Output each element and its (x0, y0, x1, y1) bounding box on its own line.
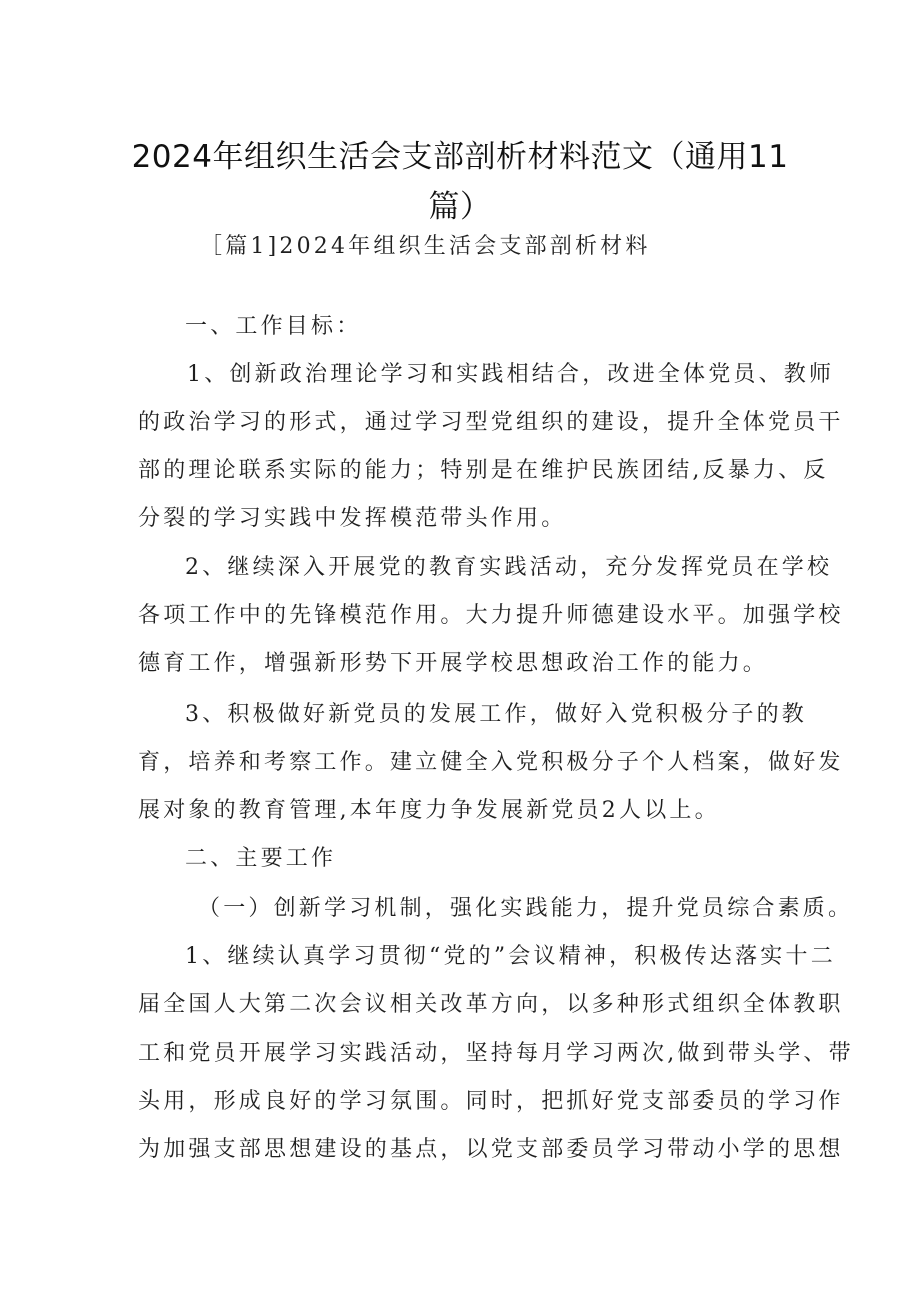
paragraph-line: 为加强支部思想建设的基点，以党支部委员学习带动小学的思想 (138, 1137, 844, 1162)
paragraph-line: 工和党员开展学习实践活动，坚持每月学习两次,做到带头学、带 (138, 1041, 854, 1066)
document-title (100, 132, 820, 232)
paragraph-line: 3、积极做好新党员的发展工作，做好入党积极分子的教 (185, 702, 807, 727)
heading-work-goals: 一、工作目标： (185, 314, 362, 339)
paragraph-line: 各项工作中的先锋模范作用。大力提升师德建设水平。加强学校 (138, 603, 844, 628)
section-heading-article-1: ［篇1]2024年组织生活会支部剖析材料 (200, 234, 651, 259)
paragraph-line: 2、继续深入开展党的教育实践活动，充分发挥党员在学校 (185, 555, 833, 580)
paragraph-line: 届全国人大第二次会议相关改革方向，以多种形式组织全体教职 (138, 992, 844, 1017)
heading-main-work: 二、主要工作 (185, 846, 337, 871)
paragraph-line: 头用，形成良好的学习氛围。同时，把抓好党支部委员的学习作 (138, 1089, 844, 1114)
paragraph-line: 部的理论联系实际的能力；特别是在维护民族团结,反暴力、反 (138, 458, 829, 483)
subheading-learning-mechanism: （一）创新学习机制，强化实践能力，提升党员综合素质。 (198, 896, 854, 921)
paragraph-line: 1、创新政治理论学习和实践相结合，改进全体党员、教师 (187, 362, 835, 387)
paragraph-line: 1、继续认真学习贯彻“党的”会议精神，积极传达落实十二 (185, 944, 836, 969)
paragraph-line: 分裂的学习实践中发挥模范带头作用。 (138, 506, 567, 531)
paragraph-line: 育，培养和考察工作。建立健全入党积极分子个人档案，做好发 (138, 750, 844, 775)
paragraph-line: 德育工作，增强新形势下开展学校思想政治工作的能力。 (138, 651, 769, 676)
paragraph-line: 的政治学习的形式，通过学习型党组织的建设，提升全体党员干 (138, 410, 844, 435)
title-line-1: 2024年组织生活会支部剖析材料范文（通用11 (131, 139, 789, 175)
paragraph-line: 展对象的教育管理,本年度力争发展新党员2人以上。 (138, 798, 720, 823)
title-line-2: 篇） (428, 189, 492, 225)
